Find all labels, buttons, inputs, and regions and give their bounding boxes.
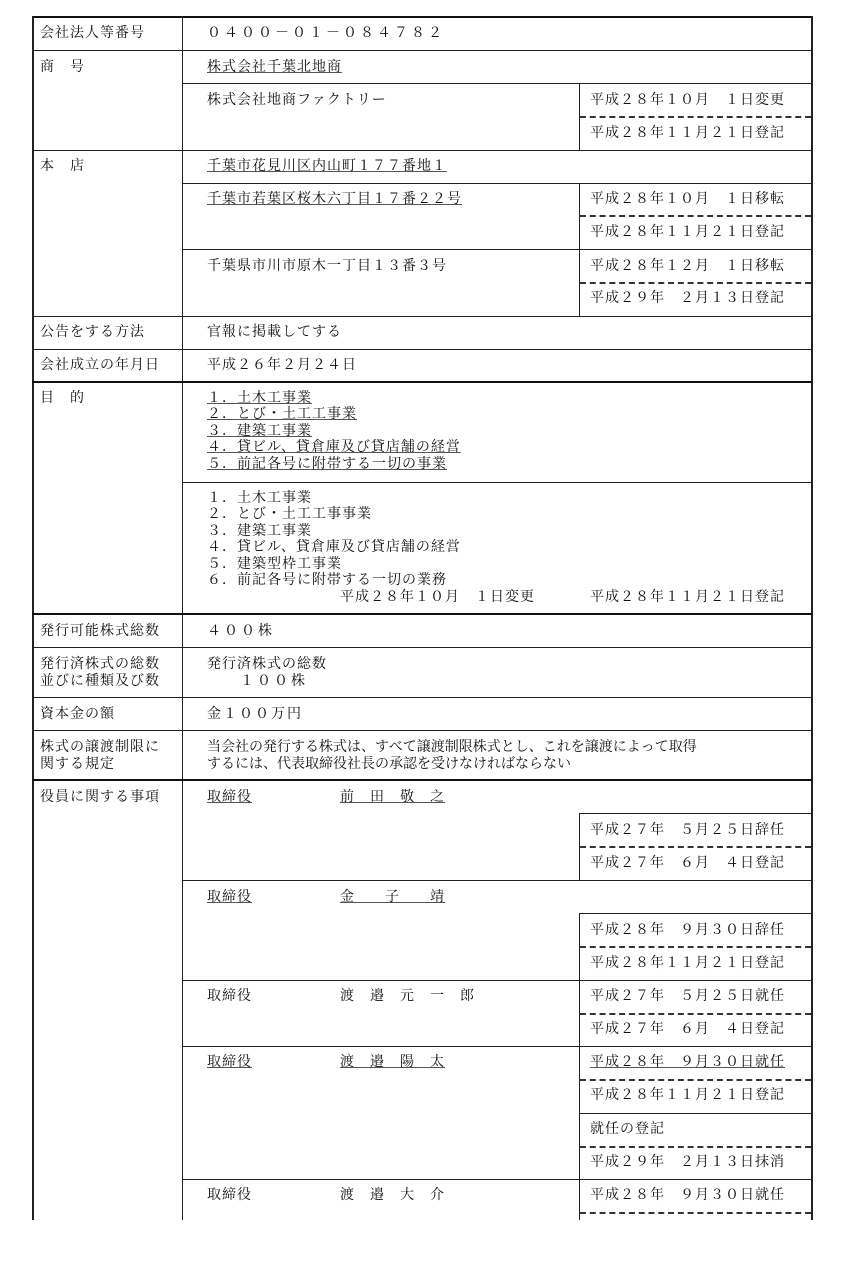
change-date: 平成２８年１２月 １日移転 [590,258,785,274]
purpose-new-4: ４．貸ビル、貸倉庫及び貸店舗の経営 [207,539,461,555]
label-column-divider [182,16,183,1220]
appointment-date: 平成２７年 ５月２５日就任 [590,988,785,1004]
row-divider [182,249,812,250]
officer-role: 取締役 [207,1054,252,1070]
row-divider [32,349,812,350]
table-right-border [811,16,813,1220]
issued-shares-line1: 発行済株式の総数 [207,656,327,672]
row-label: 本 店 [40,158,85,174]
officer-name: 金 子 靖 [340,889,445,905]
row-label: 会社成立の年月日 [40,357,160,373]
purpose-new-2: ２．とび・土工工事事業 [207,506,372,522]
row-divider [182,980,812,981]
issued-shares-line2: １００株 [240,673,308,689]
officer-role: 取締役 [207,789,252,805]
dashed-divider [580,846,811,848]
purpose-old-1: １．土木工事業 [207,390,312,406]
appointment-date: 平成２８年 ９月３０日就任 [590,1187,785,1203]
purpose-old-2: ２．とび・土工工事業 [207,406,357,422]
erasure-date: 平成２９年 ２月１３日抹消 [590,1154,785,1170]
row-divider [579,813,812,814]
officer-name: 渡 邉 元 一 郎 [340,988,475,1004]
table-top-border [32,16,812,18]
officer-role: 取締役 [207,1187,252,1203]
date-column-divider [579,980,580,1220]
registration-date: 平成２７年 ６月 ４日登記 [590,1021,785,1037]
row-divider [182,482,812,483]
corporate-number-value: ０４００－０１－０８４７８２ [207,25,445,41]
row-label: 商 号 [40,59,85,75]
row-divider [182,83,812,84]
purpose-old-3: ３．建築工事業 [207,423,312,439]
established-value: 平成２６年２月２４日 [207,357,357,373]
head-office-2: 千葉市若葉区桜木六丁目１７番２２号 [207,191,462,207]
registration-date: 平成２８年１１月２１日登記 [590,125,785,141]
trade-name-current: 株式会社地商ファクトリー [207,92,387,108]
registration-date: 平成２７年 ６月 ４日登記 [590,855,785,871]
registration-date: 平成２９年 ２月１３日登記 [590,290,785,306]
row-divider [579,1113,812,1114]
row-label: 株式の譲渡制限に [40,739,160,755]
officer-name: 渡 邉 陽 太 [340,1054,445,1070]
row-label: 発行済株式の総数 [40,656,160,672]
row-label: 発行可能株式総数 [40,623,160,639]
officer-name: 渡 邉 大 介 [340,1187,445,1203]
row-divider [182,183,812,184]
resignation-date: 平成２７年 ５月２５日辞任 [590,822,785,838]
purpose-old-4: ４．貸ビル、貸倉庫及び貸店舗の経営 [207,439,461,455]
officer-role: 取締役 [207,988,252,1004]
appointment-date: 平成２８年 ９月３０日就任 [590,1054,785,1070]
row-label: 目 的 [40,390,85,406]
row-label: 並びに種類及び数 [40,673,160,689]
dashed-divider [580,946,811,948]
officer-name: 前 田 敬 之 [340,789,445,805]
registration-date: 平成２８年１１月２１日登記 [590,224,785,240]
trade-name-old: 株式会社千葉北地商 [207,59,342,75]
registration-date: 平成２８年１１月２１日登記 [590,1087,785,1103]
section-divider [32,779,812,781]
section-divider [32,381,812,383]
purpose-new-3: ３．建築工事業 [207,523,312,539]
purpose-new-1: １．土木工事業 [207,490,312,506]
row-divider [32,50,812,51]
registration-date: 平成２８年１１月２１日登記 [590,955,785,971]
officer-role: 取締役 [207,889,252,905]
change-date: 平成２８年１０月 １日変更 [590,92,785,108]
dashed-divider [580,215,811,217]
section-divider [32,613,812,615]
change-date: 平成２８年１０月 １日移転 [590,191,785,207]
transfer-restriction-line1: 当会社の発行する株式は、すべて譲渡制限株式とし、これを譲渡によって取得 [207,739,697,755]
public-notice-value: 官報に掲載してする [207,324,342,340]
row-label: 公告をする方法 [40,324,145,340]
dashed-divider [580,282,811,284]
dashed-divider [580,116,811,118]
row-label: 資本金の額 [40,706,115,722]
row-label: 会社法人等番号 [40,25,145,41]
row-divider [32,697,812,698]
row-divider [182,1046,812,1047]
row-divider [32,647,812,648]
row-label: 役員に関する事項 [40,789,160,805]
transfer-restriction-line2: するには、代表取締役社長の承認を受けなければならない [207,756,571,772]
head-office-3: 千葉県市川市原木一丁目１３番３号 [207,258,447,274]
resignation-date: 平成２８年 ９月３０日辞任 [590,922,785,938]
row-divider [32,150,812,151]
row-divider [182,1179,812,1180]
authorized-shares-value: ４００株 [207,623,275,639]
change-date: 平成２８年１０月 １日変更 [340,589,535,605]
head-office-1: 千葉市花見川区内山町１７７番地１ [207,158,447,174]
dashed-divider [580,1013,811,1015]
purpose-new-5: ５．建築型枠工事業 [207,556,342,572]
row-divider [32,316,812,317]
erasure-note: 就任の登記 [590,1121,665,1137]
row-label: 関する規定 [40,756,115,772]
dashed-divider [580,1079,811,1081]
row-divider [182,880,812,881]
row-divider [32,730,812,731]
purpose-new-6: ６．前記各号に附帯する一切の業務 [207,572,447,588]
capital-value: 金１００万円 [207,706,303,722]
table-left-border [32,16,34,1220]
registration-date: 平成２８年１１月２１日登記 [590,589,785,605]
purpose-old-5: ５．前記各号に附帯する一切の事業 [207,456,447,472]
dashed-divider [580,1212,811,1214]
row-divider [579,913,812,914]
dashed-divider [580,1146,811,1148]
